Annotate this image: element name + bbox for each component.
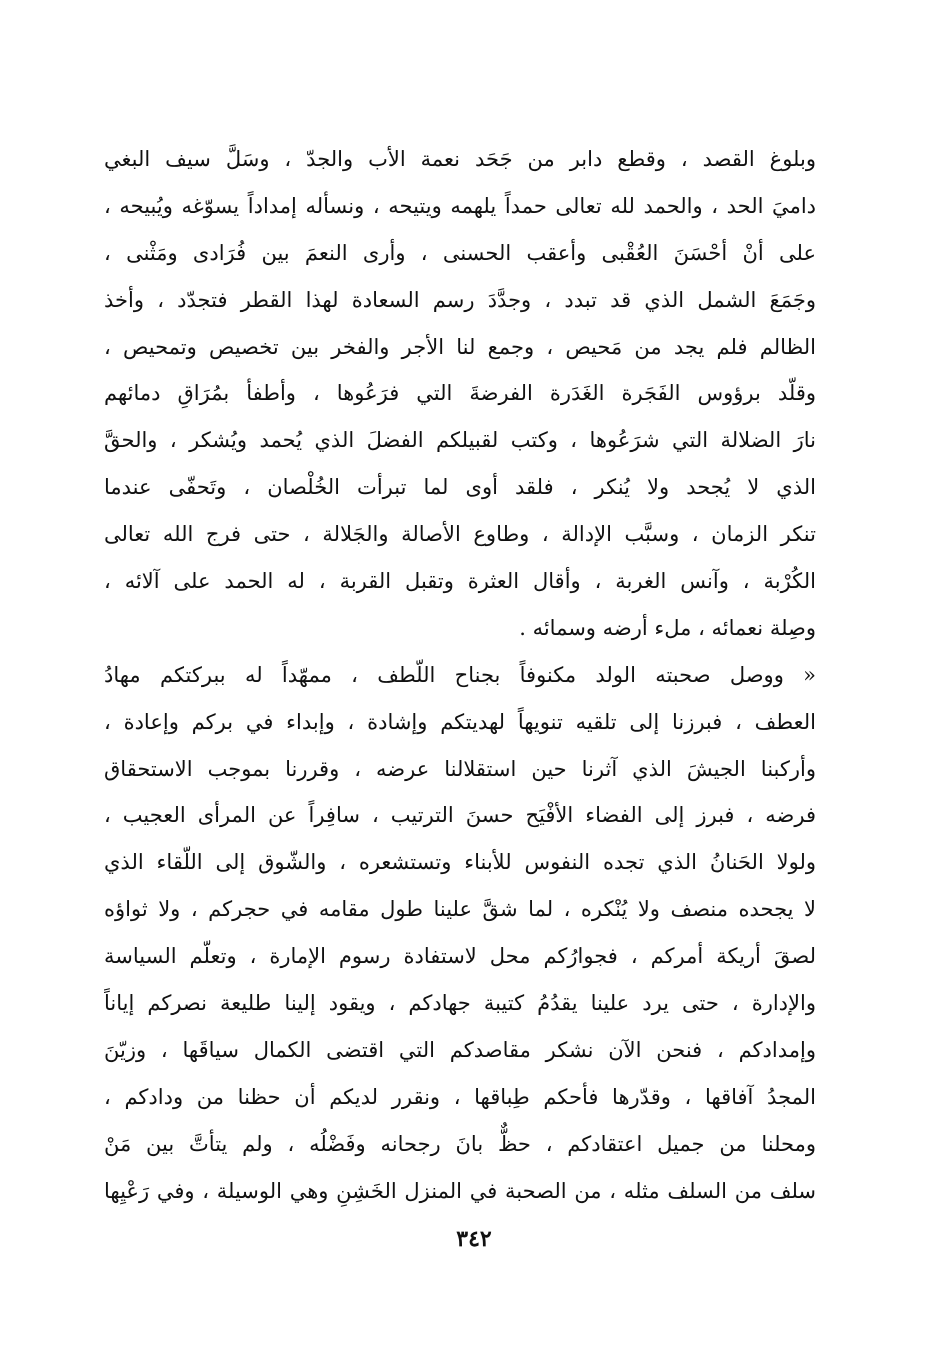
text-line: وإمدادكم ، فنحن الآن نشكر مقاصدكم التي اقتضى الكمال سياقَها ، وزيّنَ [104,1037,816,1062]
text-line: الكُرْبة ، وآنس الغربة ، وأقال العثرة وتقبل القربة ، له الحمد على آلائه ، [104,569,816,594]
text-line: وأركبنا الجيشَ الذي آثرنا حين استقلالنا عرضه ، وقررنا بموجب الاستحقاق [104,756,816,781]
text-line: فرضه ، فبرز إلى الفضاء الأفْيَح حسنَ الترتيب ، سافِراً عن المرأى العجيب ، [104,803,816,828]
text-line: سلف من السلف مثله ، من الصحبة في المنزل الخَشِنِ وهي الوسيلة ، وفي رَعْيِها [104,1178,816,1203]
text-line: وجَمَعَ الشمل الذي قد تبدد ، وجدَّدَ رسم السعادة لهذا القطر فتجدّد ، وأخذ [104,287,816,312]
text-line: وصِلة نعمائه ، ملء أرضه وسمائه . [519,615,816,640]
text-line: الظالم فلم يجد من مَحيص ، وجمع لنا الأجر والفخر بين تخصيص وتمحيص ، [104,334,816,359]
text-line: لا يجحده منصف ولا يُنْكره ، لما شقَّ علينا طول مقامه في حجركم ، ولا ثواؤه [104,897,816,922]
body-text [104,136,816,1214]
page-number: ٣٤٢ [456,1226,492,1252]
text-line: والإدارة ، حتى يرد علينا يقدُمُ كتيبة جهادكم ، ويقود إلينا طليعة نصركم إياناً [104,991,816,1016]
text-line: المجدُ آفاقها ، وقدّرها فأحكم طِباقها ، ونقرر لديكم أن حظنا من ودادكم ، [104,1084,816,1109]
text-line: وبلوغ القصد ، وقطع دابر من جَحَد نعمة الأب والجدّ ، وسَلَّ سيف البغي [104,147,816,171]
text-line: وقلّد برؤوس الفَجَرة الغَدَرة الفرضةَ التي فرَعُوها ، وأطفأ بمُرَاقِ دمائهم [104,381,816,406]
text-line: نارَ الضلالة التي شرَعُوها ، وكتب لقبيلكم الفضلَ الذي يُحمد ويُشكر ، والحقَّ [104,428,816,453]
text-line: على أنْ أحْسَنَ العُقْبى وأعقب الحسنى ، وأرى النعمَ بين فُرَادى ومَثْنى ، [104,240,816,265]
text-line: داميَ الحد ، والحمد لله تعالى حمداً يلهمه ويتيحه ، ونسأله إمداداً يسوّغه ويُبيحه ، [104,193,816,218]
text-line: تنكر الزمان ، وسبَّب الإدالة ، وطاوع الأصالة والجَلالة ، حتى فرج الله تعالى [104,522,816,547]
text-line: العطف ، فبرزنا إلى تلقيه تنويهاً لهديتكم وإشادة ، وإبداء في بركم وإعادة ، [104,709,816,734]
text-line: لصقَ أريكة أمركم ، فجوارُكم محل لاستفادة رسوم الإمارة ، وتعلّم السياسة [104,944,816,969]
text-line: ولولا الحَنانُ الذي تجده النفوس للأبناء وتستشعره ، والشّوق إلى اللّقاء الذي [104,850,816,875]
text-line: ومحلنا من جميل اعتقادكم ، حظٌّ بانَ رجحانه وفَضْلُه ، ولم يتأتَّ بين مَنْ [104,1131,816,1156]
text-line: الذي لا يُجحد ولا يُنكر ، فلقد أوى لما تبرأت الخُلْصان ، وتَحفّى عندما [104,475,816,500]
text-line: « ووصل صحبته الولد مكنوفاً بجناح اللّطف ، ممهّداً له ببركتكم مهادُ [104,662,816,687]
